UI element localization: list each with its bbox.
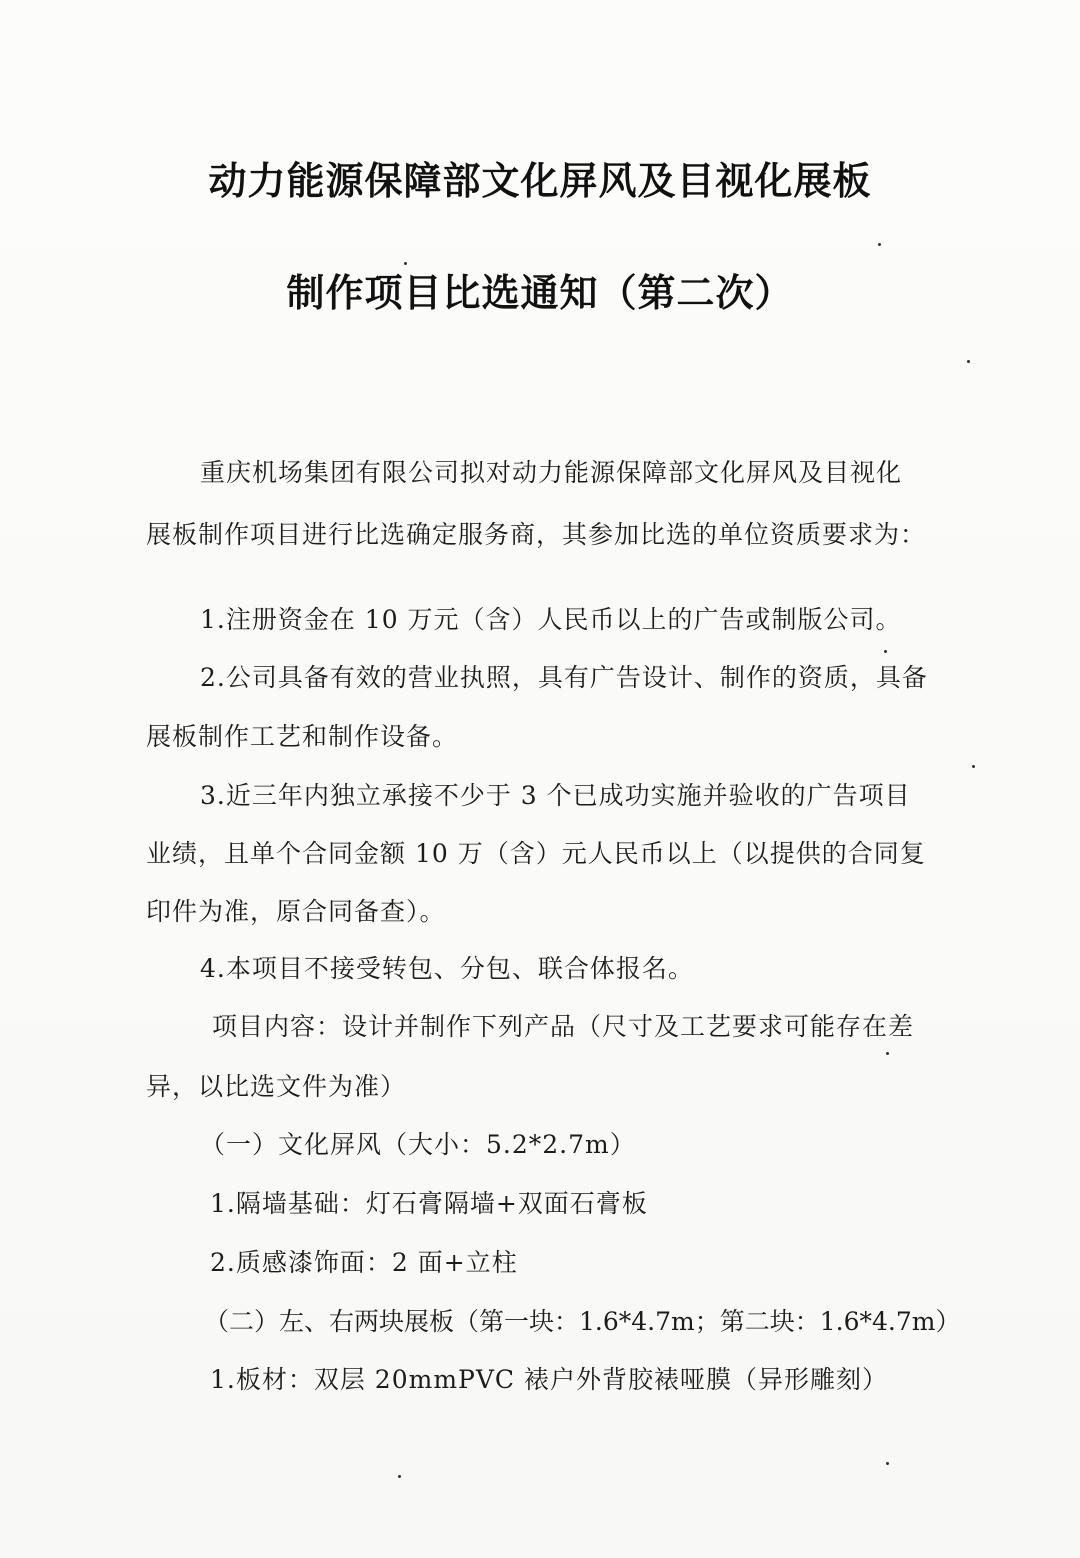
intro-paragraph-line-1: 重庆机场集团有限公司拟对动力能源保障部文化屏风及目视化 — [200, 458, 903, 487]
scan-speck — [886, 1462, 889, 1465]
intro-paragraph-line-2: 展板制作项目进行比选确定服务商，其参加比选的单位资质要求为： — [146, 520, 927, 549]
section-2-heading: （二）左、右两块展板（第一块：1.6*4.7m；第二块：1.6*4.7m） — [204, 1307, 961, 1336]
scan-speck — [404, 262, 407, 265]
project-content-line-1: 项目内容：设计并制作下列产品（尺寸及工艺要求可能存在差 — [212, 1012, 915, 1041]
requirement-4: 4.本项目不接受转包、分包、联合体报名。 — [200, 954, 694, 983]
requirement-3-line-3: 印件为准，原合同备查）。 — [146, 897, 446, 926]
section-1-item-2: 2.质感漆饰面：2 面+立柱 — [210, 1248, 518, 1277]
scan-speck — [884, 650, 887, 653]
section-1-item-1: 1.隔墙基础：灯石膏隔墙+双面石膏板 — [210, 1189, 648, 1218]
scan-speck — [878, 243, 881, 246]
document-title-line-2: 制作项目比选通知（第二次） — [286, 271, 794, 315]
requirement-3-line-2: 业绩，且单个合同金额 10 万（含）元人民币以上（以提供的合同复 — [146, 839, 926, 868]
project-content-line-2: 异，以比选文件为准） — [146, 1072, 407, 1101]
document-title-line-1: 动力能源保障部文化屏风及目视化展板 — [208, 159, 872, 203]
requirement-1: 1.注册资金在 10 万元（含）人民币以上的广告或制版公司。 — [200, 605, 902, 634]
scan-speck — [886, 1052, 889, 1055]
scan-speck — [972, 765, 975, 768]
section-2-item-1: 1.板材：双层 20mmPVC 裱户外背胶裱哑膜（异形雕刻） — [210, 1365, 888, 1394]
scan-speck — [967, 360, 970, 363]
requirement-2-line-1: 2.公司具备有效的营业执照，具有广告设计、制作的资质，具备 — [200, 663, 928, 692]
scan-speck — [398, 1475, 401, 1478]
requirement-2-line-2: 展板制作工艺和制作设备。 — [146, 722, 459, 751]
section-1-heading: （一）文化屏风（大小：5.2*2.7m） — [200, 1130, 636, 1159]
requirement-3-line-1: 3.近三年内独立承接不少于 3 个已成功实施并验收的广告项目 — [200, 781, 911, 810]
